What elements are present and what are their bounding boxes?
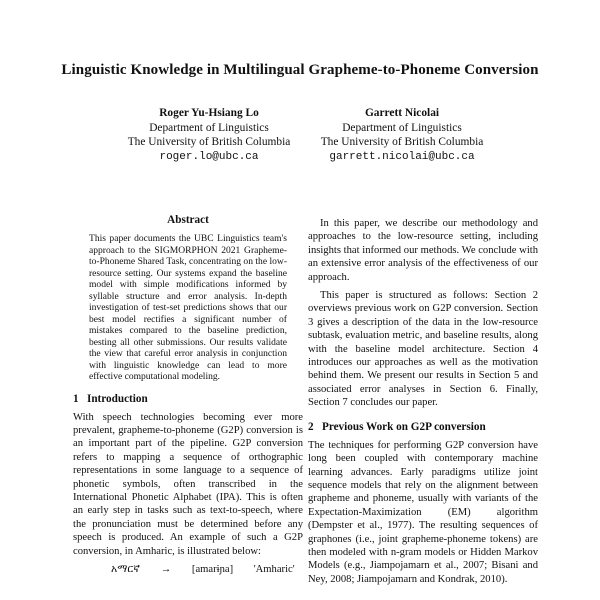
amharic-example — [111, 563, 303, 576]
author-block-lo — [99, 106, 319, 164]
amharic-ipa: [amarɨɲa] — [191, 563, 234, 575]
author-name: Roger Yu-Hsiang Lo — [159, 107, 259, 119]
author-department: Department of Linguistics — [342, 121, 462, 134]
author-email: roger.lo@ubc.ca — [159, 150, 259, 163]
author-university: The University of British Columbia — [127, 136, 291, 148]
author-email: garrett.nicolai@ubc.ca — [329, 150, 475, 163]
left-column — [73, 212, 303, 576]
previous-work-paragraph: The techniques for performing G2P conversion have long been coupled with contemporary machine learning advances. Early paradigms utilize joint sequence models that rely on the alignment between grapheme and phoneme, usually with variants of the Expectation-Maximization (EM) algorithm (Dempster et al., 1977). The resulting sequences of graphones (i.e., joint grapheme-phoneme tokens) are then modeled with n-gram models or Hidden Markov Models (e.g., Jiampojamarn et al., 2007; Bisani and Ney, 2008; Jiampojamarn and Kondrak, 2010). — [308, 439, 538, 585]
paper-structure-paragraph: This paper is structured as follows: Section 2 overviews previous work on G2P conversion. Section 3 gives a description of the data in the low-resource subtask, evaluation metric, and baseline results, along with the baseline model architecture. Section 4 introduces our approaches as well as the motivation behind them. We present our results in Section 5 and associated error analyses in Section 6. Finally, Section 7 concludes our paper. — [308, 290, 538, 409]
abstract-heading: Abstract — [167, 214, 209, 226]
author-name: Garrett Nicolai — [364, 107, 440, 119]
paper-overview-paragraph: In this paper, we describe our methodology and approaches to the low-resource setting, including insights that informed our methods. We conclude with an extensive error analysis of the effectiveness of our approach. — [308, 218, 538, 283]
amharic-gloss: 'Amharic' — [253, 563, 295, 575]
paper-title: Linguistic Knowledge in Multilingual Grapheme-to-Phoneme Conversion — [61, 62, 539, 78]
arrow-glyph: → — [160, 563, 172, 575]
section-heading-introduction: 1 Introduction — [73, 392, 148, 405]
author-block-nicolai — [292, 106, 512, 164]
introduction-paragraph: With speech technologies becoming ever more prevalent, grapheme-to-phoneme (G2P) conversion is an important part of the pipeline. G2P conversion refers to mapping a sequence of orthographic representations in some language to a sequence of phonetic symbols, often transcribed in the International Phonetic Alphabet (IPA). This is often an early step in tasks such as text-to-speech, where the pronunciation must be determined before any speech is produced. An example of such a G2P conversion, in Amharic, is illustrated below: — [73, 411, 303, 557]
author-university: The University of British Columbia — [320, 136, 484, 148]
right-column — [308, 212, 538, 591]
author-department: Department of Linguistics — [149, 121, 269, 134]
amharic-grapheme: አማርኛ — [111, 563, 141, 575]
abstract-text: This paper documents the UBC Linguistics team's approach to the SIGMORPHON 2021 Grapheme-to-Phoneme Shared Task, concentrating on the low-resource setting. Our systems expand the baseline model with simple modifications informed by syllable structure and error analysis. In-depth investigation of test-set predictions shows that our best model rectifies a significant number of mistakes compared to the baseline prediction, besting all other submissions. Our results validate the view that careful error analysis in conjunction with linguistic knowledge can lead to more effective computational modeling. — [89, 233, 287, 382]
section-heading-previous-work: 2 Previous Work on G2P conversion — [308, 420, 486, 433]
